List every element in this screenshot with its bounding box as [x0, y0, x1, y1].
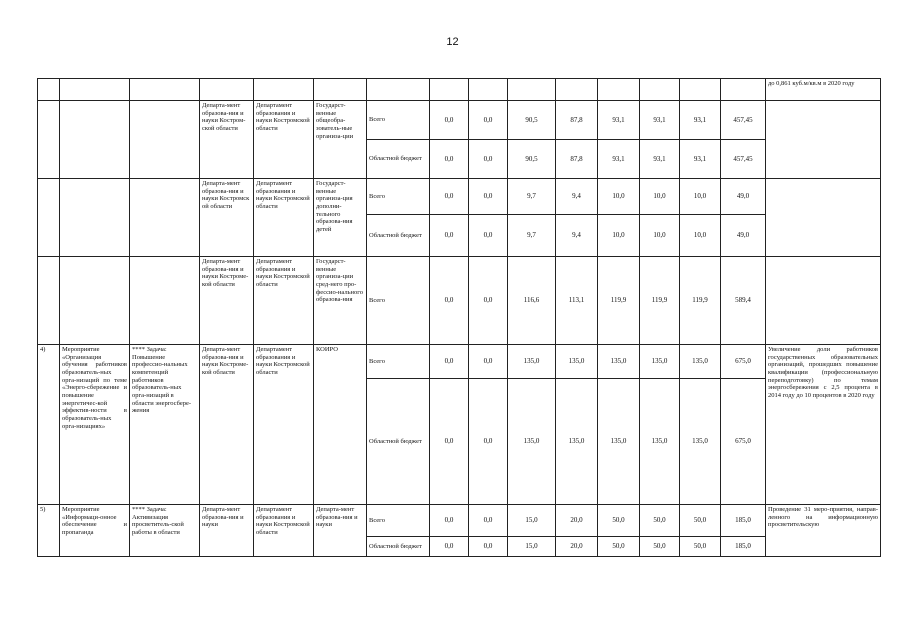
value-cell: 0,0 [469, 537, 508, 557]
executor-cell: Государст-венные организа-ции сред-него про-фессио-нального образова-ния [314, 257, 367, 345]
value-cell: 0,0 [469, 215, 508, 257]
value-cell: 0,0 [430, 215, 469, 257]
value-cell: 20,0 [556, 505, 598, 537]
responsible-cell: Департа-мент образова-ния и науки Костромск ой области [200, 179, 254, 257]
value-cell: 15,0 [508, 537, 556, 557]
value-cell: 119,9 [680, 257, 721, 345]
executor-cell: Государст-венные организа-ция дополни-тельного образова-ния детей [314, 179, 367, 257]
value-cell: 135,0 [640, 345, 680, 379]
table-row [38, 345, 881, 379]
value-cell: 90,5 [508, 140, 556, 179]
executor-cell: Департа-мент образова-ния и науки [314, 505, 367, 557]
responsible-cell: Департа-мент образова-ния и науки [200, 505, 254, 557]
value-cell: 119,9 [598, 257, 640, 345]
result-cell: Увеличение доли работников государственных образовательных организаций, прошедших повышение квалификации (профессиональную переподготовку) по темам энергосбережения с 2,5 процента в 2014 году до 10 процентов в 2020 году [766, 345, 881, 505]
value-cell: 10,0 [598, 179, 640, 215]
value-cell: 0,0 [469, 379, 508, 505]
funding-type: Всего [367, 101, 430, 140]
funding-type: Областной бюджет [367, 379, 430, 505]
value-cell: 49,0 [721, 215, 766, 257]
value-cell: 0,0 [430, 101, 469, 140]
value-cell: 93,1 [680, 140, 721, 179]
event-cell: Мероприятие «Организация обучения работников образователь-ных орга-низаций по теме «Энерго-сбережение и повышение энергетичес-кой эффектив-ности в образователь-ных орга-низациях» [60, 345, 130, 505]
value-cell: 0,0 [469, 257, 508, 345]
value-cell: 10,0 [598, 215, 640, 257]
funding-type: Всего [367, 179, 430, 215]
table-row [38, 257, 881, 345]
funding-type: Областной бюджет [367, 537, 430, 557]
value-cell: 93,1 [680, 101, 721, 140]
responsible-cell: Департа-мент образова-ния и науки Костроме-кой области [200, 257, 254, 345]
admin-cell: Департамент образования и науки Костромской области [254, 101, 314, 179]
event-cell: Мероприятие «Информаци-онное обеспечение и пропаганда [60, 505, 130, 557]
value-cell: 135,0 [556, 379, 598, 505]
responsible-cell: Департа-мент образова-ния и науки Костром-ской области [200, 101, 254, 179]
result-cell: до 0,861 куб.м/кв.м в 2020 году [766, 79, 881, 101]
admin-cell: Департамент образования и науки Костромской области [254, 257, 314, 345]
value-cell: 589,4 [721, 257, 766, 345]
value-cell: 93,1 [640, 101, 680, 140]
value-cell: 0,0 [430, 537, 469, 557]
value-cell: 20,0 [556, 537, 598, 557]
value-cell: 0,0 [469, 140, 508, 179]
value-cell: 93,1 [598, 140, 640, 179]
value-cell: 135,0 [508, 379, 556, 505]
value-cell: 457,45 [721, 101, 766, 140]
value-cell: 50,0 [680, 537, 721, 557]
task-cell: **** Задача: Активизация просветитель-ской работы в области [130, 505, 200, 557]
value-cell: 87,8 [556, 101, 598, 140]
funding-type: Областной бюджет [367, 140, 430, 179]
value-cell: 0,0 [430, 179, 469, 215]
value-cell: 10,0 [680, 215, 721, 257]
value-cell: 10,0 [640, 179, 680, 215]
value-cell: 50,0 [640, 537, 680, 557]
table-row [38, 101, 881, 140]
value-cell: 135,0 [598, 379, 640, 505]
value-cell: 135,0 [640, 379, 680, 505]
value-cell: 50,0 [680, 505, 721, 537]
value-cell: 119,9 [640, 257, 680, 345]
funding-type: Всего [367, 345, 430, 379]
value-cell: 10,0 [640, 215, 680, 257]
value-cell: 185,0 [721, 537, 766, 557]
result-cell: Проведение 31 меро-приятия, направ-ленного на информационную просветительскую [766, 505, 881, 557]
funding-type: Всего [367, 505, 430, 537]
funding-type: Областной бюджет [367, 215, 430, 257]
value-cell: 9,7 [508, 215, 556, 257]
page-number: 12 [446, 36, 459, 48]
value-cell: 135,0 [680, 379, 721, 505]
table-row [38, 505, 881, 537]
value-cell: 0,0 [430, 505, 469, 537]
value-cell: 0,0 [469, 345, 508, 379]
admin-cell: Департамент образования и науки Костромской области [254, 345, 314, 505]
responsible-cell: Департа-мент образова-ния и науки Костроме-кой области [200, 345, 254, 505]
value-cell: 90,5 [508, 101, 556, 140]
value-cell: 185,0 [721, 505, 766, 537]
executor-cell: Государст-венные общеобра-зователь-ные организа-ции [314, 101, 367, 179]
value-cell: 116,6 [508, 257, 556, 345]
value-cell: 675,0 [721, 345, 766, 379]
value-cell: 113,1 [556, 257, 598, 345]
value-cell: 50,0 [598, 505, 640, 537]
value-cell: 9,4 [556, 215, 598, 257]
value-cell: 0,0 [430, 257, 469, 345]
table-row [38, 179, 881, 215]
task-cell: **** Задача: Повышение профессио-нальных компетенций работников образователь-ных орга-низаций в области энергосбере-жения [130, 345, 200, 505]
value-cell: 93,1 [598, 101, 640, 140]
value-cell: 0,0 [469, 101, 508, 140]
row-number: 5) [38, 505, 60, 557]
value-cell: 457,45 [721, 140, 766, 179]
value-cell: 135,0 [556, 345, 598, 379]
value-cell: 0,0 [430, 140, 469, 179]
value-cell: 93,1 [640, 140, 680, 179]
value-cell: 87,8 [556, 140, 598, 179]
value-cell: 10,0 [680, 179, 721, 215]
value-cell: 135,0 [508, 345, 556, 379]
row-number: 4) [38, 345, 60, 505]
value-cell: 0,0 [430, 345, 469, 379]
table-row [38, 79, 881, 101]
value-cell: 0,0 [430, 379, 469, 505]
value-cell: 0,0 [469, 505, 508, 537]
value-cell: 50,0 [598, 537, 640, 557]
value-cell: 49,0 [721, 179, 766, 215]
value-cell: 9,4 [556, 179, 598, 215]
value-cell: 9,7 [508, 179, 556, 215]
value-cell: 135,0 [598, 345, 640, 379]
admin-cell: Департамент образования и науки Костромской области [254, 179, 314, 257]
funding-type: Всего [367, 257, 430, 345]
value-cell: 135,0 [680, 345, 721, 379]
value-cell: 15,0 [508, 505, 556, 537]
value-cell: 0,0 [469, 179, 508, 215]
executor-cell: КОИРО [314, 345, 367, 505]
budget-table [37, 78, 881, 557]
admin-cell: Департамент образования и науки Костромской области [254, 505, 314, 557]
value-cell: 675,0 [721, 379, 766, 505]
value-cell: 50,0 [640, 505, 680, 537]
